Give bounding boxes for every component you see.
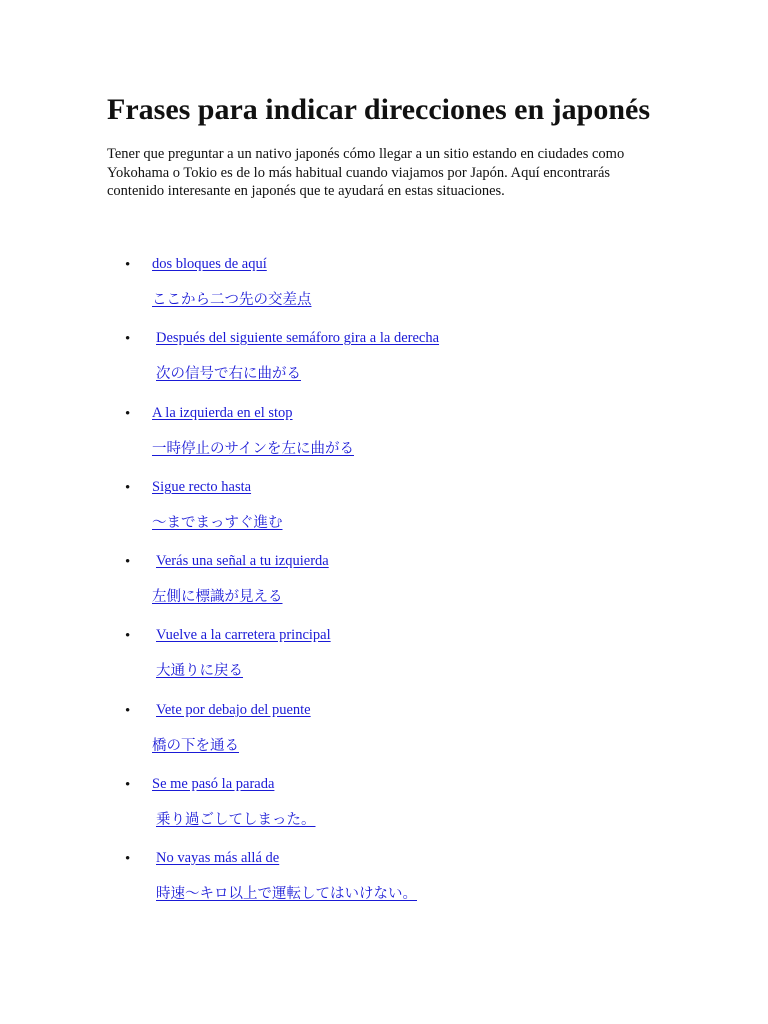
list-item — [0, 404, 768, 464]
spanish-phrase-link[interactable]: No vayas más allá de — [156, 850, 280, 866]
japanese-phrase-link[interactable]: 左側に標識が見える — [152, 589, 283, 605]
japanese-phrase-link[interactable]: 一時停止のサインを左に曲がる — [152, 441, 354, 457]
list-item — [0, 329, 768, 389]
spanish-phrase-link[interactable]: Sigue recto hasta — [152, 479, 252, 495]
bullet-icon: • — [125, 628, 131, 644]
japanese-phrase-link[interactable]: ここから二つ先の交差点 — [152, 292, 312, 308]
bullet-icon: • — [125, 777, 131, 793]
spanish-phrase-link[interactable]: Se me pasó la parada — [152, 776, 275, 792]
page-title: Frases para indicar direcciones en japonés — [107, 93, 651, 126]
spanish-phrase-link[interactable]: dos bloques de aquí — [152, 256, 267, 272]
bullet-icon: • — [125, 703, 131, 719]
spanish-phrase-link[interactable]: A la izquierda en el stop — [152, 405, 293, 421]
list-item — [0, 626, 768, 686]
list-item — [0, 478, 768, 538]
bullet-icon: • — [125, 851, 131, 867]
list-item — [0, 849, 768, 909]
japanese-phrase-link[interactable]: 時速～キロ以上で運転してはいけない。 — [156, 886, 417, 902]
list-item — [0, 255, 768, 315]
bullet-icon: • — [125, 331, 131, 347]
list-item — [0, 775, 768, 835]
japanese-phrase-link[interactable]: 大通りに戻る — [156, 663, 243, 679]
japanese-phrase-link[interactable]: ～までまっすぐ進む — [152, 515, 283, 531]
bullet-icon: • — [125, 257, 131, 273]
bullet-icon: • — [125, 554, 131, 570]
japanese-phrase-link[interactable]: 次の信号で右に曲がる — [156, 366, 301, 382]
spanish-phrase-link[interactable]: Vete por debajo del puente — [156, 702, 311, 718]
spanish-phrase-link[interactable]: Después del siguiente semáforo gira a la derecha — [156, 330, 440, 346]
spanish-phrase-link[interactable]: Vuelve a la carretera principal — [156, 627, 331, 643]
bullet-icon: • — [125, 480, 131, 496]
japanese-phrase-link[interactable]: 乗り過ごしてしまった。 — [156, 812, 316, 828]
list-item — [0, 552, 768, 612]
spanish-phrase-link[interactable]: Verás una señal a tu izquierda — [156, 553, 329, 569]
intro-paragraph: Tener que preguntar a un nativo japonés cómo llegar a un sitio estando en ciudades como Yokohama o Tokio es de lo más habitual cuando viajamos por Japón. Aquí encontrarás contenido interesante en japonés que te ayudará en estas situaciones. — [107, 146, 625, 199]
list-item — [0, 701, 768, 761]
japanese-phrase-link[interactable]: 橋の下を通る — [152, 738, 239, 754]
bullet-icon: • — [125, 406, 131, 422]
